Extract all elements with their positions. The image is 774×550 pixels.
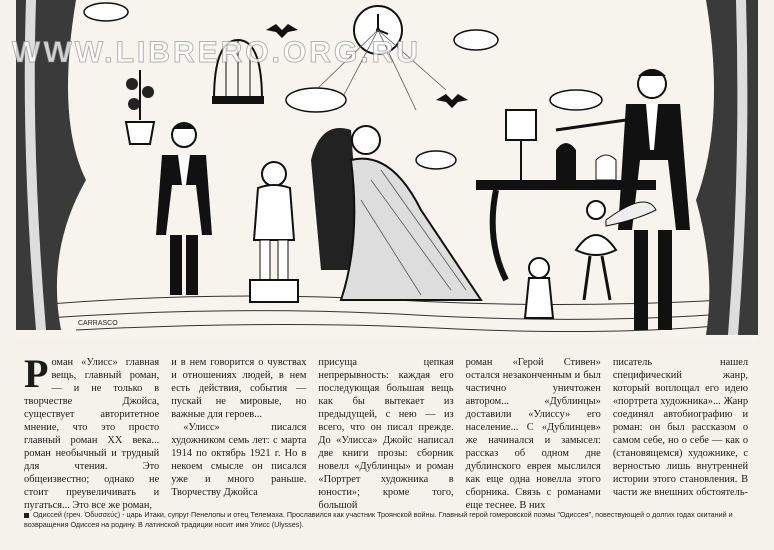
paragraph: роман «Герой Стивен» остался незаконченным и был частично уничтожен автором... «Дублинцы» доставили «Улиссу» его население... С «Дублинцев» же начинался и замысел: рассказ об одном дне дублинского еврея мыслился как еще одна новелла этого сборника. Связь с романами еще теснее. В них xyxy=(465,357,601,511)
cat-figure xyxy=(525,258,553,318)
bullet-square-icon xyxy=(24,513,29,518)
watermark: WWW.LIBRERO.ORG.RU xyxy=(12,36,421,69)
paragraph: и в нем говорится о чувствах и отношениях людей, в нем есть действия, события — пускай не мировые, но важные для героев... xyxy=(171,357,307,420)
text-column-5 xyxy=(613,356,748,504)
text-column-3 xyxy=(318,356,454,511)
text-column-1 xyxy=(24,351,160,511)
footnote xyxy=(24,510,748,530)
text-column-2 xyxy=(171,356,306,504)
paragraph: оман «Улисс» главная вещь, главный роман, — и не только в творчестве Джойса, существует авторитетное мнение, что это просто главный роман XX века... роман необычный и трудный для чтения. Это общеизвестно; однако не стоит преувеличивать и пугаться... Это все же роман, xyxy=(24,357,160,511)
dropcap: Р xyxy=(24,351,49,396)
paragraph: присуща цепкая непрерывность: каждая его последующая большая вещь как бы вытекает из предыдущей, с нею — из всего, что он писал прежде. До «Улисса» Джойс написал две книги прозы: сборник новелл «Дублинцы» и роман «Портрет художника в юности»; кроме того, большой xyxy=(318,357,454,511)
paragraph: писатель нашел специфический жанр, который воплощал его идею «портрета художника»... Жанр соединял автобиографию и роман: он был рассказом о самом себе, но о себе — как о (становящемся) художнике, с верностью лишь внутренней истории этого становления. В части же внешних обстоятель- xyxy=(612,357,749,498)
article-columns xyxy=(24,351,749,511)
paragraph: «Улисс» писался художником семь лет: с марта 1914 по октябрь 1921 г. Но в некоем смысле он писался уже и много раньше. Творчеству Джойса xyxy=(171,422,307,498)
text-column-4 xyxy=(465,356,601,511)
footnote-text: Одиссей (греч. Ὀδυσσεύς) - царь Итаки, супруг Пенелопы и отец Телемаха. Прославился как участник Троянской войны. Главный герой гомеровской поэмы "Одиссея", повествующей о долгих годах скитаний и возвращения Одиссея на родину. В латинской традиции носит имя Улисс (Ulysses). xyxy=(24,510,733,529)
artist-signature: CARRASCO xyxy=(78,320,118,327)
